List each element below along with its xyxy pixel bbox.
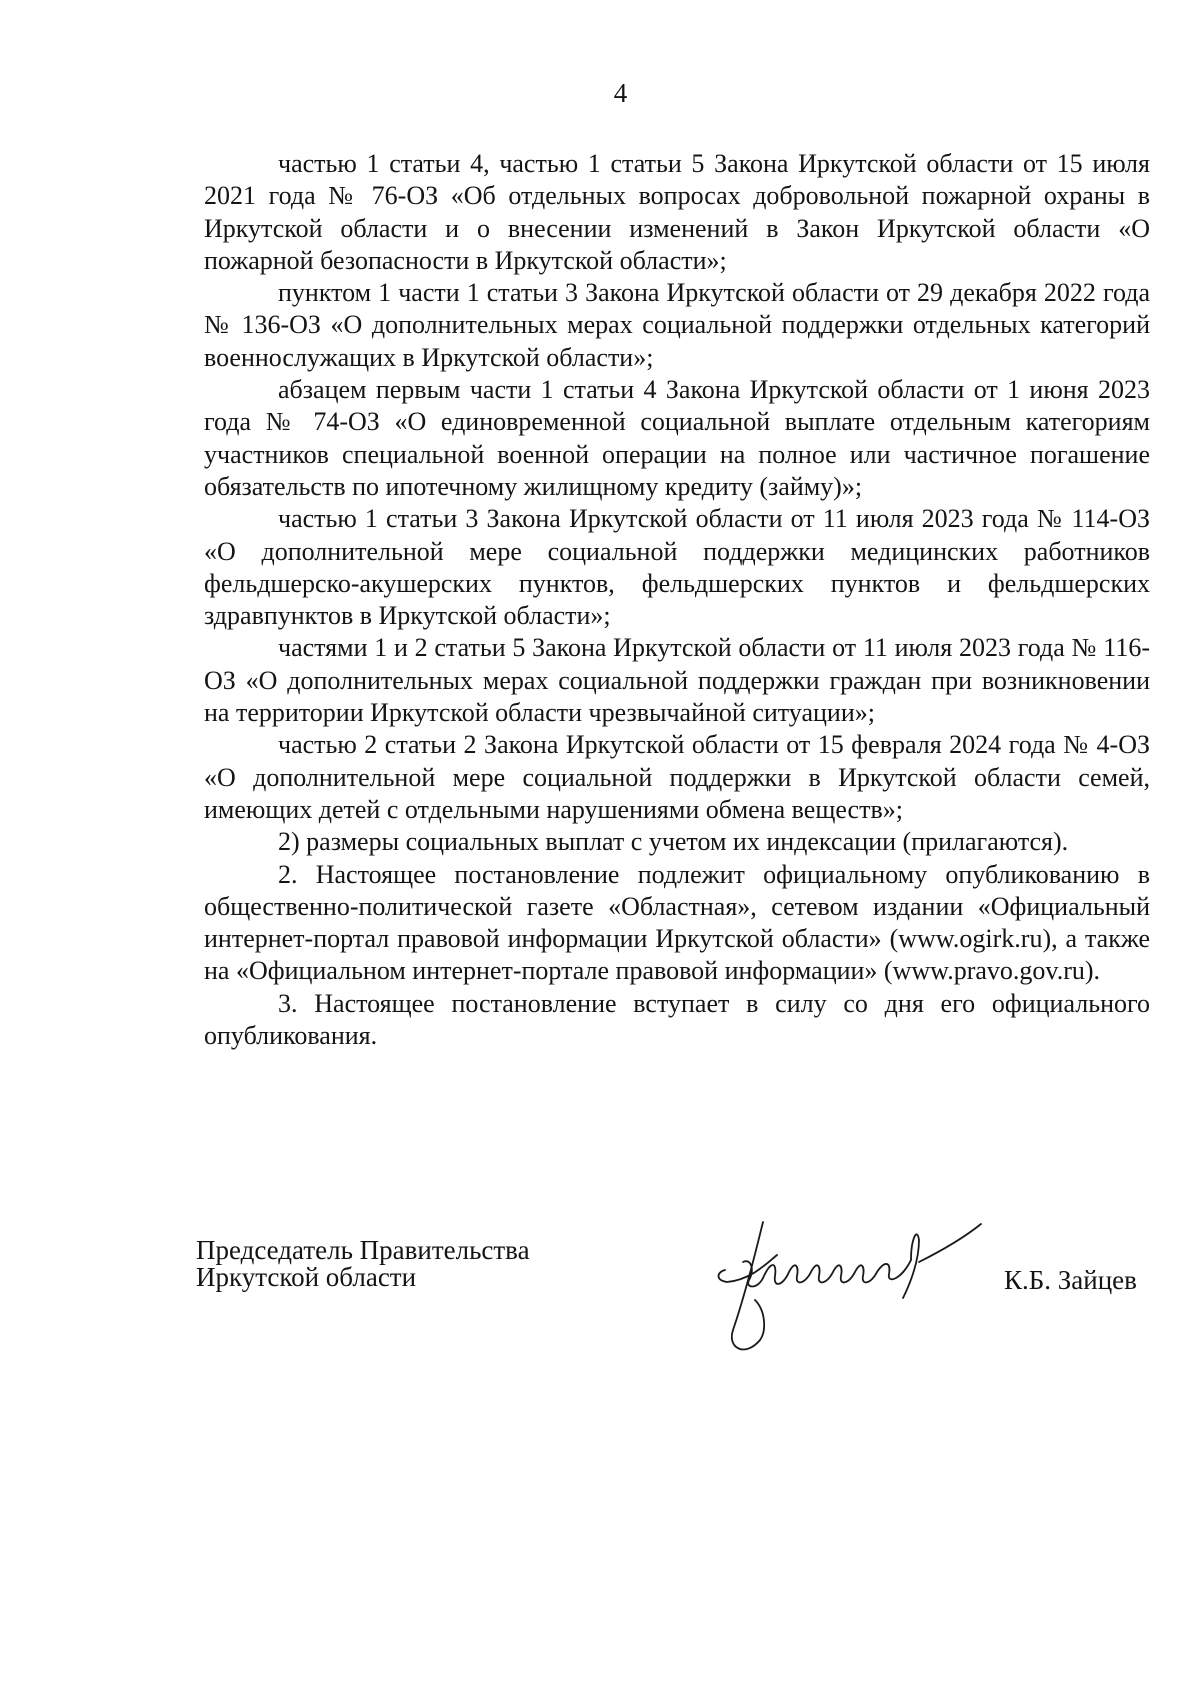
paragraph-payment-sizes: 2) размеры социальных выплат с учетом их индексации (прилагаются). [278, 827, 1069, 857]
paragraph-law-136-oz: пунктом 1 части 1 статьи 3 Закона Иркутской области от 29 декабря 2022 года № 136-ОЗ «О дополнительных мерах социальной поддержки отдельных категорий военнослужащих в Иркутской области»; [204, 278, 1150, 372]
signatory-position-title: Председатель Правительства [196, 1235, 530, 1265]
paragraph-law-116-oz: частями 1 и 2 статьи 5 Закона Иркутской области от 11 июля 2023 года № 116-ОЗ «О дополнительных мерах социальной поддержки граждан при возникновении на территории Иркутской области чрезвычайной ситуации»; [204, 633, 1150, 728]
document-body [204, 148, 1150, 1052]
signatory-position-region: Иркутской области [196, 1262, 417, 1292]
paragraph-law-74-oz: абзацем первым части 1 статьи 4 Закона Иркутской области от 1 июня 2023 года № 74-ОЗ «О единовременной социальной выплате отдельным категориям участников специальной военной операции на полное или частичное погашение обязательств по ипотечному жилищному кредиту (займу)»; [204, 375, 1150, 501]
paragraph-law-76-oz: частью 1 статьи 4, частью 1 статьи 5 Закона Иркутской области от 15 июля 2021 года № 76-ОЗ «Об отдельных вопросах добровольной пожарной охраны в Иркутской области и о внесении изменений в Закон Иркутской области «О пожарной безопасности в Иркутской области»; [204, 149, 1150, 275]
page-number: 4 [613, 78, 628, 108]
paragraph-law-114-oz: частью 1 статьи 3 Закона Иркутской области от 11 июля 2023 года № 114-ОЗ «О дополнительной мере социальной поддержки медицинских работников фельдшерско-акушерских пунктов, фельдшерских пунктов и фельдшерских здравпунктов в Иркутской области»; [204, 504, 1150, 631]
signer-name: К.Б. Зайцев [1004, 1265, 1137, 1295]
paragraph-law-4-oz: частью 2 статьи 2 Закона Иркутской области от 15 февраля 2024 года № 4-ОЗ «О дополнительной мере социальной поддержки в Иркутской области семей, имеющих детей с отдельными нарушениями обмена веществ»; [204, 730, 1150, 824]
handwritten-signature [705, 1200, 1005, 1360]
paragraph-publication: 2. Настоящее постановление подлежит официальному опубликованию в общественно-политической газете «Областная», сетевом издании «Официальный интернет-портал правовой информации Иркутской области» (www.ogirk.ru), а также на «Официальном интернет-портале правовой информации» (www.pravo.gov.ru). [204, 859, 1150, 986]
paragraph-effective-date: 3. Настоящее постановление вступает в силу со дня его официального опубликования. [204, 988, 1150, 1051]
